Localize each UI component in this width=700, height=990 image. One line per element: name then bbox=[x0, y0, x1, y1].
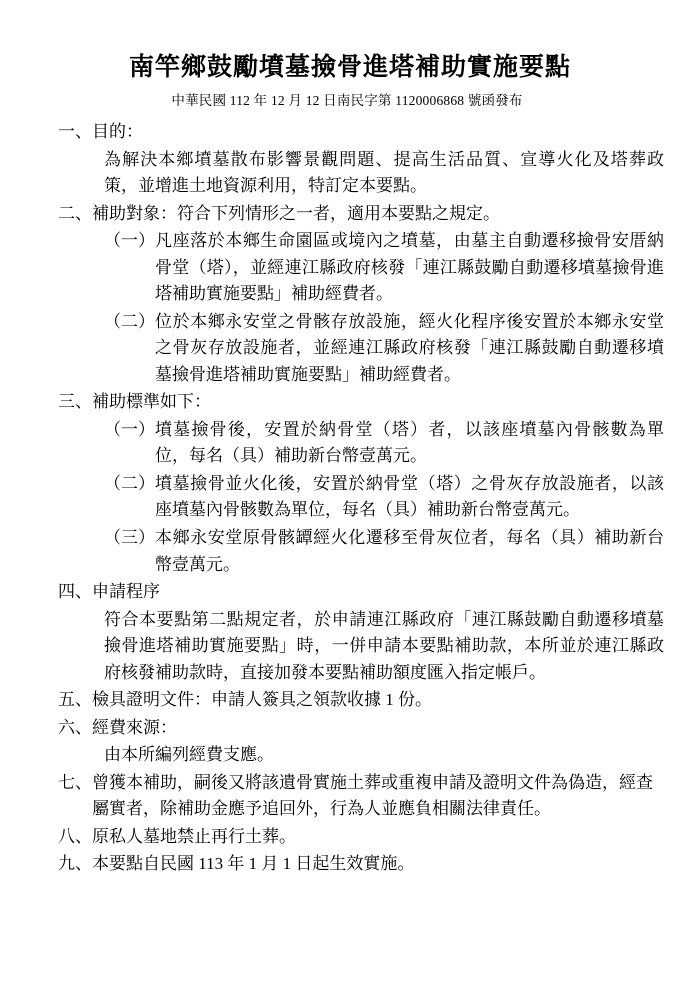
clause-2-subitem-1-marker: （一） bbox=[104, 231, 155, 251]
clause-6-paragraph: 由本所編列經費支應。 bbox=[104, 745, 274, 765]
clause-1-heading: 目的： bbox=[92, 122, 143, 142]
page-title: 南竿鄉鼓勵墳墓撿骨進塔補助實施要點 bbox=[128, 54, 571, 81]
clause-3-subitem-1-text: 墳墓撿骨後，安置於納骨堂（塔）者，以該座墳墓內骨骸數為單位，每名（具）補助新台幣壹萬元。 bbox=[155, 419, 664, 466]
clause-3 bbox=[36, 389, 664, 416]
clause-3-heading: 補助標準如下： bbox=[92, 392, 211, 412]
clause-1-marker: 一、 bbox=[58, 122, 92, 142]
clause-7 bbox=[36, 770, 664, 823]
clause-8-marker: 八、 bbox=[58, 826, 92, 846]
clause-2 bbox=[36, 201, 664, 228]
clause-5-marker: 五、 bbox=[58, 690, 92, 710]
clause-3-marker: 三、 bbox=[58, 392, 92, 412]
clause-8-heading: 原私人墓地禁止再行土葬。 bbox=[92, 826, 296, 846]
clause-3-subitem-2-marker: （二） bbox=[104, 473, 155, 493]
clause-8 bbox=[36, 824, 664, 851]
clause-3-subitem-3-text: 本鄉永安堂原骨骸罈經火化遷移至骨灰位者，每名（具）補助新台幣壹萬元。 bbox=[155, 527, 664, 574]
clause-4 bbox=[36, 579, 664, 606]
clause-2-heading: 補助對象：符合下列情形之一者，適用本要點之規定。 bbox=[92, 203, 500, 223]
clause-6-heading: 經費來源： bbox=[92, 717, 177, 737]
clause-1-paragraph: 為解決本鄉墳墓散布影響景觀問題、提高生活品質、宣導火化及塔葬政策，並增進土地資源利用，特訂定本要點。 bbox=[104, 149, 664, 196]
clause-3-subitem-3 bbox=[36, 525, 664, 578]
clause-3-subitem-1-marker: （一） bbox=[104, 419, 155, 439]
clause-4-paragraph: 符合本要點第二點規定者，於申請連江縣政府「連江縣鼓勵自動遷移墳墓撿骨進塔補助實施要點」時，一併申請本要點補助款，本所並於連江縣政府核發補助款時，直接加發本要點補助額度匯入指定帳戶。 bbox=[104, 609, 664, 682]
clause-7-heading: 曾獲本補助，嗣後又將該遺骨實施土葬或重複申請及證明文件為偽造，經查屬實者，除補助金應予追回外，行為人並應負相關法律責任。 bbox=[92, 772, 653, 819]
clause-9-heading: 本要點自民國 113 年 1 月 1 日起生效實施。 bbox=[92, 854, 415, 874]
clause-2-subitem-2 bbox=[36, 309, 664, 389]
clause-2-subitem-2-text: 位於本鄉永安堂之骨骸存放設施，經火化程序後安置於本鄉永安堂之骨灰存放設施者，並經連江縣政府核發「連江縣鼓勵自動遷移墳墓撿骨進塔補助實施要點」補助經費者。 bbox=[155, 311, 664, 384]
clause-2-subitem-1-text: 凡座落於本鄉生命園區或境內之墳墓，由墓主自動遷移撿骨安厝納骨堂（塔），並經連江縣政府核發「連江縣鼓勵自動遷移墳墓撿骨進塔補助實施要點」補助經費者。 bbox=[155, 231, 664, 304]
clause-3-subitem-2-text: 墳墓撿骨並火化後，安置於納骨堂（塔）之骨灰存放設施者，以該座墳墓內骨骸數為單位，每名（具）補助新台幣壹萬元。 bbox=[155, 473, 664, 520]
clause-9-marker: 九、 bbox=[58, 854, 92, 874]
clause-3-subitem-2 bbox=[36, 471, 664, 524]
clause-5 bbox=[36, 687, 664, 714]
clause-6 bbox=[36, 715, 664, 742]
clause-2-subitem-1 bbox=[36, 228, 664, 308]
clause-7-marker: 七、 bbox=[58, 772, 92, 792]
clause-9 bbox=[36, 851, 664, 878]
clause-4-marker: 四、 bbox=[58, 582, 92, 602]
clause-1 bbox=[36, 119, 664, 146]
clause-4-heading: 申請程序 bbox=[92, 582, 160, 602]
clause-5-heading: 檢具證明文件：申請人簽具之領款收據 1 份。 bbox=[92, 690, 432, 710]
clause-6-marker: 六、 bbox=[58, 717, 92, 737]
clause-2-marker: 二、 bbox=[58, 203, 92, 223]
clause-3-subitem-1 bbox=[36, 417, 664, 470]
clause-3-subitem-3-marker: （三） bbox=[104, 527, 155, 547]
document-issue-reference: 中華民國 112 年 12 月 12 日南民字第 1120006868 號函發布 bbox=[171, 93, 523, 109]
clause-2-subitem-2-marker: （二） bbox=[104, 311, 155, 331]
